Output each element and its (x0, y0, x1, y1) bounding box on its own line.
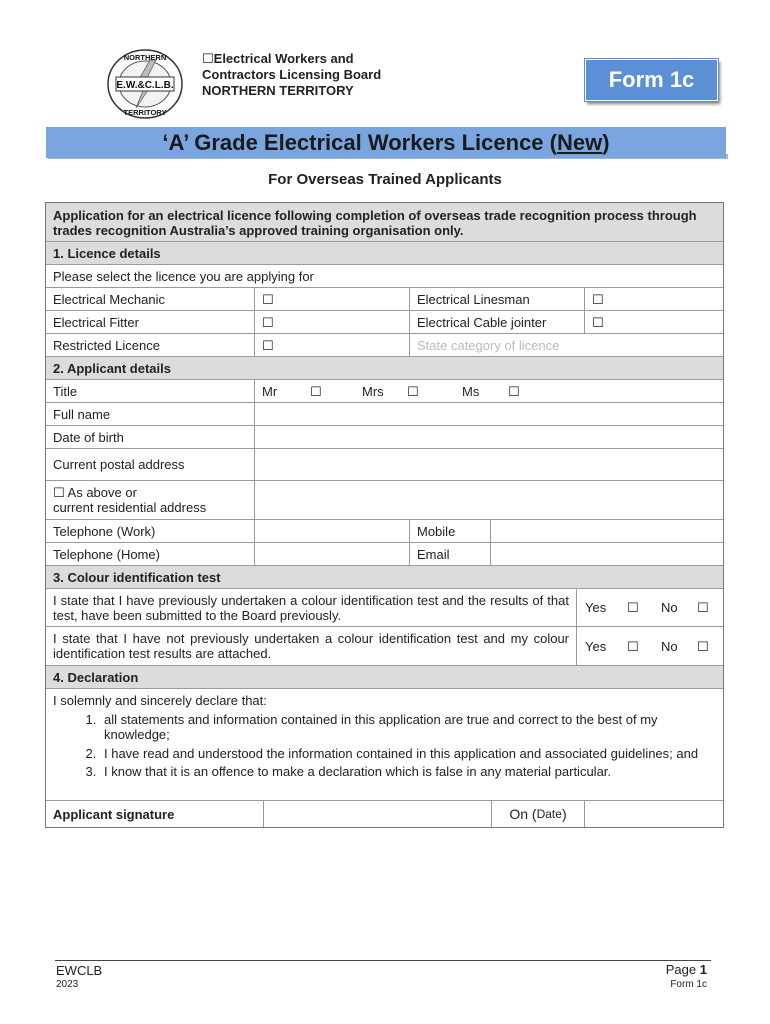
colour-not-previous-yes-label: Yes (585, 638, 607, 654)
colour-not-previous-options (577, 627, 723, 666)
label-title: Title (46, 380, 255, 403)
logo-bottom-text: TERRITORY (123, 108, 167, 117)
colour-not-previous-no-label: No (661, 638, 678, 654)
label-mobile: Mobile (410, 520, 491, 543)
telephone-home-input[interactable] (255, 543, 410, 566)
email-input[interactable] (491, 543, 723, 566)
checkbox-electrical-linesman[interactable]: ☐ (585, 288, 723, 311)
title-mr-checkbox[interactable]: ☐ (310, 383, 322, 399)
title-options (255, 380, 723, 403)
application-form (45, 202, 724, 828)
label-electrical-linesman: Electrical Linesman (410, 288, 585, 311)
page-subtitle: For Overseas Trained Applicants (268, 171, 502, 188)
section-licence-details: 1. Licence details (46, 242, 723, 265)
colour-previous-yes-label: Yes (585, 600, 607, 615)
page-number: 1 (699, 962, 707, 977)
board-line-2: Contractors Licensing Board (202, 67, 382, 82)
board-line-3: NORTHERN TERRITORY (202, 83, 354, 98)
label-full-name: Full name (46, 403, 255, 426)
page-title (46, 127, 726, 158)
declaration-body (46, 689, 723, 801)
form-badge: Form 1c (585, 59, 718, 101)
section-declaration: 4. Declaration (46, 666, 723, 689)
colour-previous-yes-checkbox[interactable]: ☐ (627, 600, 639, 615)
date-field[interactable] (585, 801, 723, 827)
mobile-input[interactable] (491, 520, 723, 543)
footer-form: Form 1c (670, 979, 707, 990)
declaration-intro: I solemnly and sincerely declare that: (53, 693, 267, 708)
licence-prompt: Please select the licence you are applying for (46, 265, 723, 288)
state-category-input[interactable]: State category of licence (410, 334, 723, 357)
title-suffix: ) (602, 130, 610, 155)
label-postal-address: Current postal address (46, 449, 255, 481)
label-cable-jointer: Electrical Cable jointer (410, 311, 585, 334)
telephone-work-input[interactable] (255, 520, 410, 543)
footer-page (666, 962, 707, 977)
signature-field[interactable] (264, 801, 492, 827)
title-mrs-label: Mrs (362, 383, 384, 399)
checkbox-cable-jointer[interactable]: ☐ (585, 311, 723, 334)
title-prefix: ‘A’ Grade Electrical Workers Licence ( (162, 130, 557, 155)
logo-center-text: E.W.&C.L.B. (116, 80, 174, 91)
board-name (202, 51, 381, 99)
date-text: Date (536, 806, 562, 821)
section-colour-test: 3. Colour identification test (46, 566, 723, 589)
title-mrs-checkbox[interactable]: ☐ (407, 383, 419, 399)
label-electrical-fitter: Electrical Fitter (46, 311, 255, 334)
colour-previous-options (577, 589, 723, 627)
title-mr-label: Mr (262, 383, 278, 399)
colour-previous-no-checkbox[interactable]: ☐ (697, 600, 709, 615)
board-line-1: ☐Electrical Workers and (202, 51, 354, 66)
label-date-of-birth: Date of birth (46, 426, 255, 449)
logo-top-text: NORTHERN (123, 53, 167, 62)
colour-previous-no-label: No (661, 600, 678, 615)
declaration-item: 2. I have read and understood the information contained in this application and associated guidelines; and (100, 746, 716, 762)
as-above-checkbox[interactable]: ☐ As above or (53, 485, 137, 500)
intro-text: Application for an electrical licence following completion of overseas trade recognition process through trades recognition Australia’s approved training organisation only. (46, 203, 723, 242)
colour-not-previous-no-checkbox[interactable]: ☐ (697, 638, 709, 654)
footer-year: 2023 (56, 979, 79, 990)
colour-statement-not-previous: I state that I have not previously undertaken a colour identification test and my colour identification test results are attached. (46, 627, 577, 666)
colour-statement-previous: I state that I have previously undertaken a colour identification test and the results of that test, have been submitted to the Board previously. (46, 589, 577, 627)
label-on-date (492, 801, 585, 827)
title-ms-checkbox[interactable]: ☐ (508, 383, 520, 399)
declaration-list (100, 712, 716, 780)
checkbox-electrical-fitter[interactable]: ☐ (255, 311, 410, 334)
declaration-item: 1. all statements and information contained in this application are true and correct to the best of my knowledge; (100, 712, 716, 743)
page-label: Page (665, 962, 697, 977)
ewclb-logo (106, 48, 184, 120)
checkbox-electrical-mechanic[interactable]: ☐ (255, 288, 410, 311)
residential-address-label (46, 481, 255, 520)
label-applicant-signature: Applicant signature (46, 801, 264, 827)
title-ms-label: Ms (462, 383, 480, 399)
on-text: On ( (509, 805, 537, 822)
label-restricted-licence: Restricted Licence (46, 334, 255, 357)
footer-org: EWCLB (56, 963, 103, 978)
label-residential-address: current residential address (53, 500, 207, 515)
residential-address-input[interactable] (255, 481, 723, 520)
close-paren: ) (561, 805, 567, 822)
label-telephone-home: Telephone (Home) (46, 543, 255, 566)
checkbox-restricted-licence[interactable]: ☐ (255, 334, 410, 357)
full-name-input[interactable] (255, 403, 723, 426)
label-telephone-work: Telephone (Work) (46, 520, 255, 543)
declaration-item: 3. I know that it is an offence to make a declaration which is false in any material particular. (100, 764, 716, 780)
label-electrical-mechanic: Electrical Mechanic (46, 288, 255, 311)
date-of-birth-input[interactable] (255, 426, 723, 449)
footer-divider (55, 960, 711, 961)
title-new: New (556, 130, 603, 155)
section-applicant-details: 2. Applicant details (46, 357, 723, 380)
label-email: Email (410, 543, 491, 566)
postal-address-input[interactable] (255, 449, 723, 481)
colour-not-previous-yes-checkbox[interactable]: ☐ (627, 638, 639, 654)
